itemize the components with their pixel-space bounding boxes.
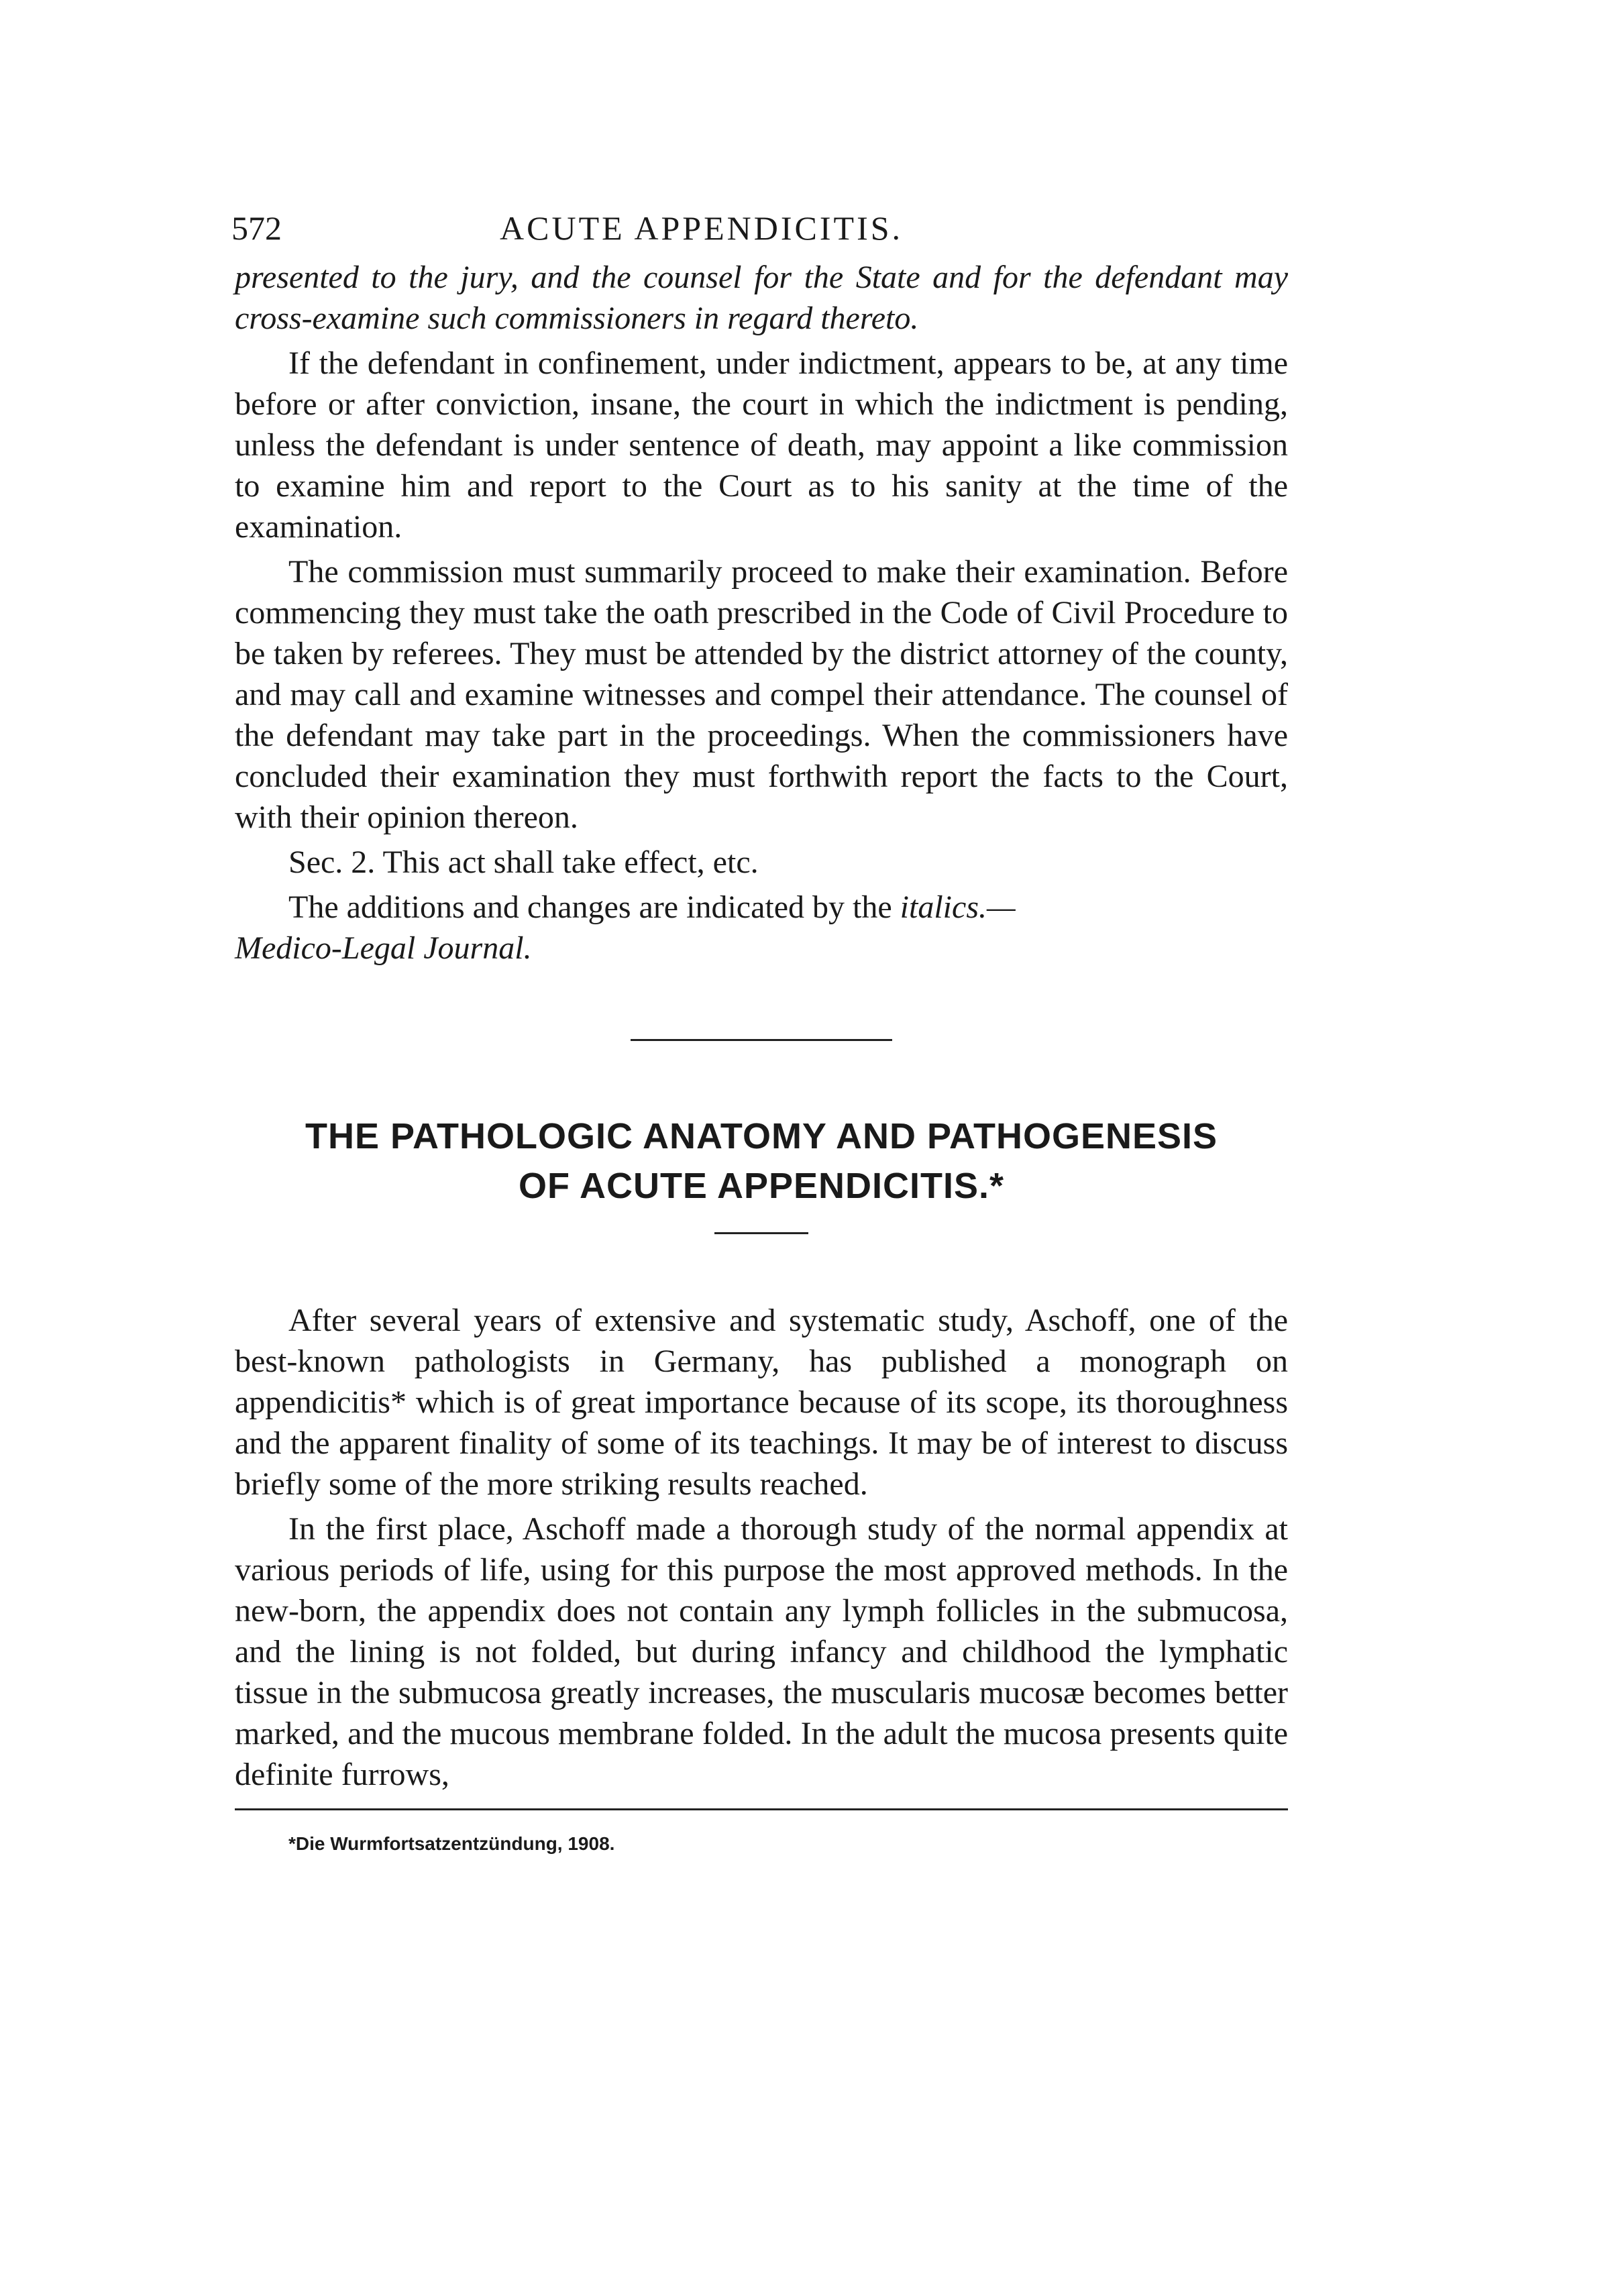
additions-text: The additions and changes are indicated by the bbox=[288, 889, 900, 925]
page-number: 572 bbox=[231, 209, 282, 247]
running-title: ACUTE APPENDICITIS. bbox=[500, 209, 904, 247]
page bbox=[231, 205, 1288, 1856]
paragraph-section-2: Sec. 2. This act shall take effect, etc. bbox=[288, 844, 759, 880]
article-title-line-1: THE PATHOLOGIC ANATOMY AND PATHOGENESIS bbox=[305, 1116, 1218, 1156]
title-divider bbox=[714, 1232, 808, 1234]
article-title-line-2: OF ACUTE APPENDICITIS.* bbox=[518, 1166, 1005, 1206]
paragraph-normal-appendix: In the first place, Aschoff made a thorough study of the normal appendix at various periods of life, using for this purpose the most approved methods. In the new-born, the appendix does not contain any lymph follicles in the submucosa, and the lining is not folded, but during infancy and childhood the lymphatic tissue in the submucosa greatly increases, the muscularis mucosæ becomes better marked, and the mucous membrane folded. In the adult the mucosa presents quite definite furrows, bbox=[235, 1511, 1288, 1792]
article-title bbox=[235, 1111, 1288, 1211]
paragraph-aschoff-monograph: After several years of extensive and systematic study, Aschoff, one of the best-known pathologists in Germany, has published a monograph on appendicitis* which is of great importance because of its scope, its thoroughness and the apparent finality of some of its teachings. It may be of interest to discuss briefly some of the more striking results reached. bbox=[235, 1303, 1288, 1502]
additions-italics-word: italics.— bbox=[900, 889, 1016, 925]
paragraph-commission: The commission must summarily proceed to make their examination. Before commencing they must take the oath prescribed in the Code of Civil Procedure to be taken by referees. They must be attended by the district attorney of the county, and may call and examine witnesses and compel their attendance. The counsel of the defendant may take part in the proceedings. When the commissioners have concluded their examination they must forthwith report the facts to the Court, with their opinion thereon. bbox=[235, 554, 1288, 835]
paragraph-additions bbox=[235, 887, 1288, 969]
paragraph-insane-defendant: If the defendant in confinement, under indictment, appears to be, at any time before or after conviction, insane, the court in which the indictment is pending, unless the defendant is under sentence of death, may appoint a like commission to examine him and report to the Court as to his sanity at the time of the examination. bbox=[235, 345, 1288, 545]
footnote-rule bbox=[235, 1808, 1288, 1810]
running-head bbox=[231, 205, 1288, 252]
footnote: *Die Wurmfortsatzentzündung, 1908. bbox=[288, 1833, 615, 1854]
source-citation: Medico-Legal Journal. bbox=[235, 930, 532, 966]
paragraph-continuation: presented to the jury, and the counsel for the State and for the defendant may cross-examine such commissioners in regard thereto. bbox=[235, 260, 1288, 336]
section-divider bbox=[631, 1039, 892, 1041]
